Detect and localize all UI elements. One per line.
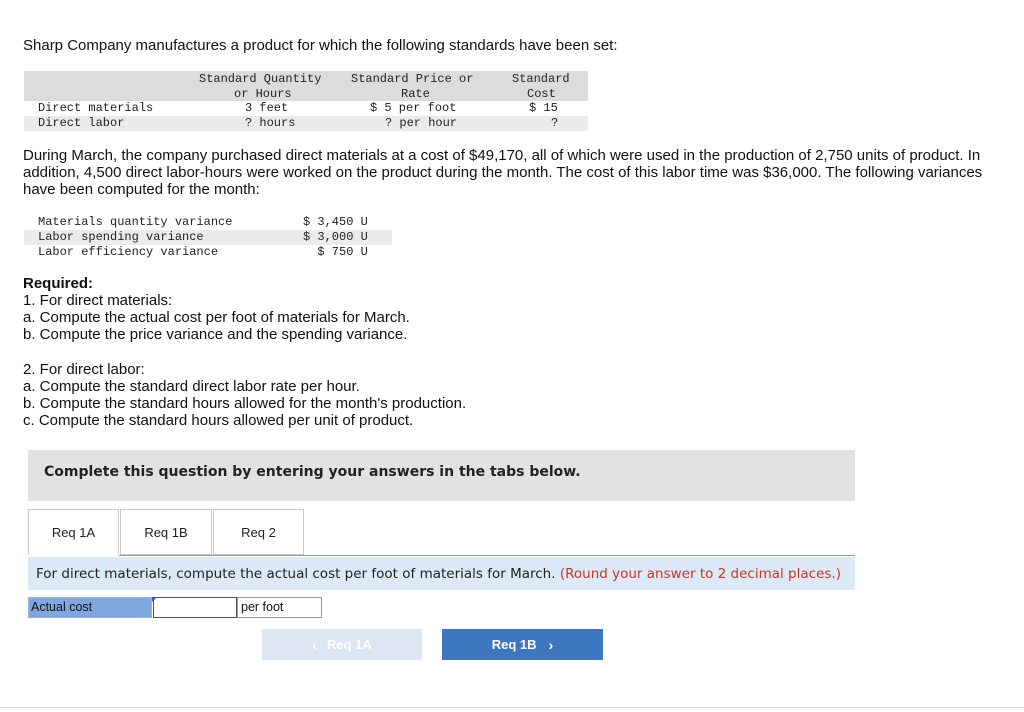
header-quantity-line1: Standard Quantity [199,72,322,86]
prev-button-label: Req 1A [326,637,372,652]
chevron-left-icon: ‹ [312,636,317,653]
variance-row [24,245,392,260]
answer-unit: per foot [237,597,322,618]
required-part2-a: a. Compute the standard direct labor rate per hour. [23,378,360,395]
next-button[interactable] [442,629,603,660]
variance-value: $ 3,000 U [303,230,368,244]
actual-cost-input[interactable] [153,597,237,618]
required-section [23,275,410,343]
answer-label: Actual cost [28,597,152,618]
row-materials-cost: $ 15 [529,101,558,115]
row-labor-label: Direct labor [38,116,125,130]
header-cost-line2: Cost [527,87,556,101]
problem-paragraph: During March, the company purchased direct materials at a cost of $49,170, all of which were used in the production of 2,750 units of product. In addition, 4,500 direct labor-hours were worked on the product during the month. The cost of this labor time was $36,000. The following variances have been computed for the month: [23,147,983,198]
header-quantity-line2: or Hours [234,87,292,101]
bottom-divider [0,707,1024,708]
required-part2-b: b. Compute the standard hours allowed for the month's production. [23,395,467,412]
variance-value: $ 750 U [303,245,368,259]
instruction-box [28,450,855,501]
question-text [36,566,841,582]
chevron-right-icon: › [548,636,554,653]
prev-button[interactable] [262,629,422,660]
header-price-line1: Standard Price or [351,72,474,86]
next-button-label: Req 1B [491,637,537,652]
required-part2-title: 2. For direct labor: [23,361,145,378]
variance-label: Labor spending variance [38,230,204,244]
question-hint: (Round your answer to 2 decimal places.) [559,566,841,582]
row-materials-price: $ 5 per foot [370,101,457,115]
header-price-line2: Rate [401,87,430,101]
row-materials-label: Direct materials [38,101,154,115]
header-cost-line1: Standard [512,72,570,86]
row-labor-price: ? per hour [385,116,458,130]
required-part1-a: a. Compute the actual cost per foot of materials for March. [23,309,410,326]
question-prompt: For direct materials, compute the actual cost per foot of materials for March. [36,566,556,582]
variance-row [24,215,392,230]
tab-req-1a[interactable]: Req 1A [28,509,119,555]
tab-divider [119,555,855,556]
input-corner-marker [152,597,157,602]
tab-req-1b[interactable]: Req 1B [120,509,212,555]
intro-text: Sharp Company manufactures a product for which the following standards have been set: [23,37,618,54]
required-part2-section [23,361,466,429]
variance-row [24,230,392,245]
required-part1-b: b. Compute the price variance and the spending variance. [23,326,408,343]
variance-value: $ 3,450 U [303,215,368,229]
required-heading: Required: [23,275,94,292]
variance-label: Labor efficiency variance [38,245,219,259]
tab-req-2[interactable]: Req 2 [213,509,304,555]
row-labor-qty: ? hours [245,116,296,130]
row-labor-cost: ? [551,116,559,130]
required-part2-c: c. Compute the standard hours allowed per unit of product. [23,412,414,429]
required-part1-title: 1. For direct materials: [23,292,173,309]
variance-label: Materials quantity variance [38,215,233,229]
instruction-text: Complete this question by entering your answers in the tabs below. [44,464,581,480]
question-bar [28,557,855,590]
row-materials-qty: 3 feet [245,101,289,115]
